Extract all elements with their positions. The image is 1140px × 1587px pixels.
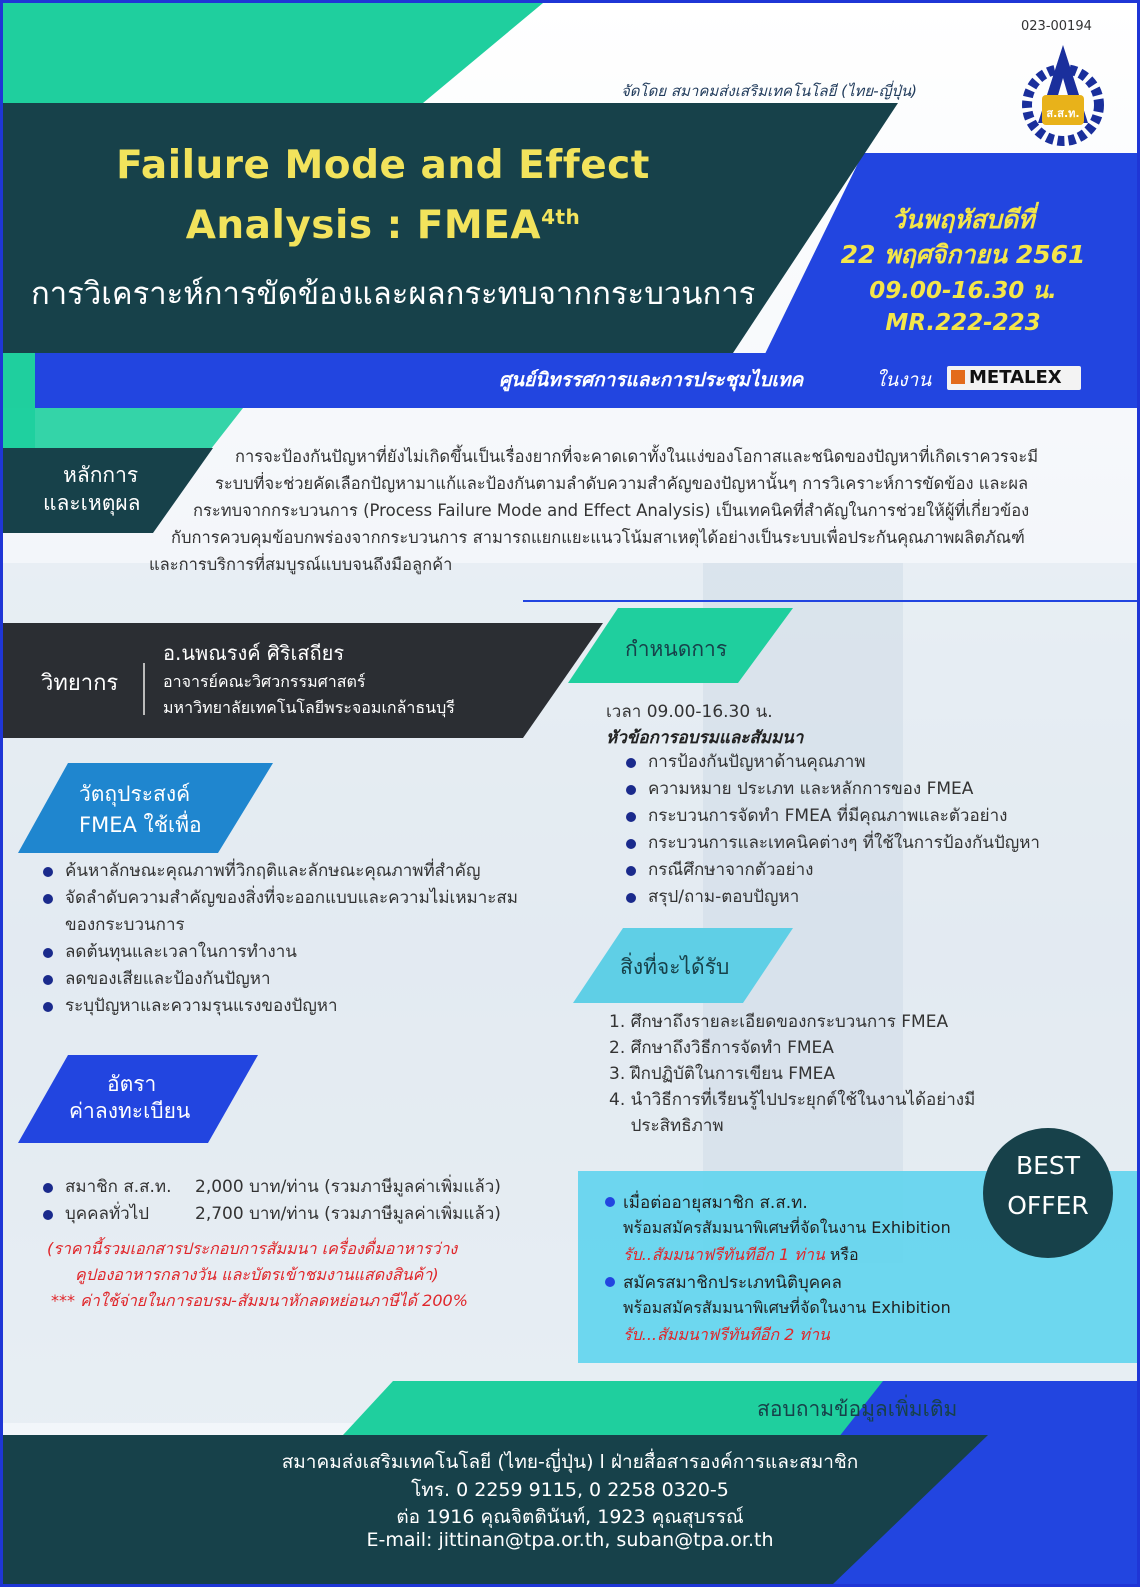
objective-text: ของกระบวนการ bbox=[65, 915, 185, 935]
objective-text: ระบุปัญหาและความรุนแรงของปัญหา bbox=[65, 996, 338, 1016]
metalex-mark-icon bbox=[951, 370, 965, 384]
top-teal-band bbox=[3, 3, 543, 103]
topic-item bbox=[618, 830, 1040, 857]
topic-item bbox=[618, 776, 1040, 803]
contact-email[interactable]: E-mail: jittinan@tpa.or.th, suban@tpa.or.th bbox=[366, 1529, 774, 1551]
bullet-icon bbox=[43, 975, 53, 985]
bullet-icon bbox=[43, 1002, 53, 1012]
fee-row bbox=[35, 1174, 501, 1201]
fees-note-3: *** ค่าใช้จ่ายในการอบรม-สัมมนาหักลดหย่อนภาษีได้ 200% bbox=[51, 1291, 468, 1310]
offer-2-line-1: สมัครสมาชิกประเภทนิติบุคคล bbox=[623, 1273, 842, 1293]
speaker-title-1: อาจารย์คณะวิศวกรรมศาสตร์ bbox=[163, 672, 366, 691]
benefit-item: 2. ศึกษาถึงวิธีการจัดทำ FMEA bbox=[609, 1038, 834, 1058]
benefits-heading: สิ่งที่จะได้รับ bbox=[620, 955, 730, 979]
bullet-icon bbox=[43, 1183, 53, 1193]
bullet-icon bbox=[626, 785, 636, 795]
objective-text: จัดลำดับความสำคัญของสิ่งที่จะออกแบบและความไม่เหมาะสม bbox=[65, 888, 519, 908]
bullet-icon bbox=[605, 1277, 615, 1287]
topics-heading: หัวข้อการอบรมและสัมมนา bbox=[606, 728, 804, 748]
topic-item bbox=[618, 884, 1040, 911]
event-room: MR.222-223 bbox=[885, 310, 1041, 336]
objectives-heading-1: วัตถุประสงค์ bbox=[79, 782, 191, 806]
rationale-heading-2: และเหตุผล bbox=[43, 491, 141, 515]
bullet-icon bbox=[626, 893, 636, 903]
contact-line-1: สมาคมส่งเสริมเทคโนโลยี (ไทย-ญี่ปุ่น) l ฝ่ายสื่อสารองค์การและสมาชิก bbox=[281, 1451, 859, 1473]
speaker-divider bbox=[143, 663, 145, 715]
venue-name: ศูนย์นิทรรศการและการประชุมไบเทค bbox=[499, 369, 804, 391]
fees-note-2: คูปองอาหารกลางวัน และบัตรเข้าชมงานแสดงสินค้า) bbox=[75, 1265, 439, 1284]
contact-heading: สอบถามข้อมูลเพิ่มเติม bbox=[757, 1397, 958, 1421]
title-fmea: Analysis : FMEA bbox=[185, 203, 542, 248]
topic-item bbox=[618, 803, 1040, 830]
bullet-icon bbox=[626, 812, 636, 822]
bullet-icon bbox=[43, 1210, 53, 1220]
objective-item bbox=[35, 966, 518, 993]
title-line-1: Failure Mode and Effect bbox=[116, 143, 650, 188]
fee-price: 2,700 บาท/ท่าน (รวมภาษีมูลค่าเพิ่มแล้ว) bbox=[195, 1204, 501, 1224]
offer-1-line-3 bbox=[623, 1243, 859, 1268]
offer-or: หรือ bbox=[829, 1245, 859, 1264]
objective-item bbox=[35, 885, 518, 912]
badge-offer: OFFER bbox=[1007, 1191, 1089, 1220]
objective-item-cont bbox=[35, 912, 518, 939]
document-code: 023-00194 bbox=[1021, 19, 1092, 34]
badge-best: BEST bbox=[1015, 1151, 1081, 1180]
topic-item bbox=[618, 857, 1040, 884]
rationale-line-3: กระทบจากกระบวนการ (Process Failure Mode and Effect Analysis) เป็นเทคนิคที่สำคัญในการช่วยให้ผู้ที่เกี่ยวข้อง bbox=[193, 501, 1030, 520]
title-line-2 bbox=[23, 203, 743, 248]
topic-text: สรุป/ถาม-ตอบปัญหา bbox=[648, 887, 800, 907]
rationale-line-4: กับการควบคุมข้อบกพร่องจากกระบวนการ สามารถแยกแยะแนวโน้มสาเหตุได้อย่างเป็นระบบเพื่อประกันคุณภาพผลิตภัณฑ์ bbox=[171, 528, 1025, 547]
offer-2-line-2: พร้อมสมัครสัมมนาพิเศษที่จัดในงาน Exhibition bbox=[623, 1298, 951, 1317]
benefit-item: ประสิทธิภาพ bbox=[609, 1116, 724, 1136]
objectives-list bbox=[35, 858, 518, 1020]
offer-1-line-1: เมื่อต่ออายุสมาชิก ส.ส.ท. bbox=[623, 1193, 808, 1213]
schedule-heading: กำหนดการ bbox=[625, 637, 728, 661]
topic-item bbox=[618, 749, 1040, 776]
topic-text: กระบวนการจัดทำ FMEA ที่มีคุณภาพและตัวอย่าง bbox=[648, 806, 1008, 826]
objectives-heading-2: FMEA ใช้เพื่อ bbox=[79, 813, 202, 837]
bullet-icon bbox=[626, 758, 636, 768]
fees-heading-2: ค่าลงทะเบียน bbox=[69, 1099, 191, 1123]
title-thai: การวิเคราะห์การขัดข้องและผลกระทบจากกระบวนการ bbox=[31, 276, 756, 312]
topic-text: ความหมาย ประเภท และหลักการของ FMEA bbox=[648, 779, 974, 799]
speaker-label: วิทยากร bbox=[41, 671, 119, 696]
logo-label: ส.ส.ท. bbox=[1046, 107, 1080, 120]
contact-ext: ต่อ 1916 คุณจิตตินันท์, 1923 คุณสุบรรณ์ bbox=[396, 1506, 744, 1528]
objective-text: ค้นหาลักษณะคุณภาพที่วิกฤติและลักษณะคุณภาพที่สำคัญ bbox=[65, 861, 481, 881]
benefits-list bbox=[609, 1009, 975, 1139]
objective-text: ลดต้นทุนและเวลาในการทำงาน bbox=[65, 942, 297, 962]
rationale-line-5: และการบริการที่สมบูรณ์แบบจนถึงมือลูกค้า bbox=[149, 555, 453, 574]
fees-heading-1: อัตรา bbox=[107, 1072, 157, 1096]
offer-1-line-2: พร้อมสมัครสัมมนาพิเศษที่จัดในงาน Exhibition bbox=[623, 1218, 951, 1237]
fees-list bbox=[35, 1174, 501, 1228]
topic-text: กรณีศึกษาจากตัวอย่าง bbox=[648, 860, 814, 880]
offer-1-free: รับ..สัมมนาฟรีทันทีอีก 1 ท่าน bbox=[623, 1245, 825, 1264]
speaker-name: อ.นพณรงค์ ศิริเสถียร bbox=[163, 641, 345, 665]
bullet-icon bbox=[43, 867, 53, 877]
objective-item bbox=[35, 993, 518, 1020]
offer-2-free: รับ...สัมมนาฟรีทันทีอีก 2 ท่าน bbox=[623, 1325, 830, 1344]
fee-type: บุคคลทั่วไป bbox=[65, 1204, 150, 1224]
speaker-title-2: มหาวิทยาลัยเทคโนโลยีพระจอมเกล้าธนบุรี bbox=[163, 698, 455, 717]
organizer-text: จัดโดย สมาคมส่งเสริมเทคโนโลยี (ไทย-ญี่ปุ่น) bbox=[621, 82, 918, 100]
topics-list bbox=[618, 749, 1040, 911]
tpa-logo-icon bbox=[1018, 43, 1108, 153]
schedule-time: เวลา 09.00-16.30 น. bbox=[606, 702, 773, 722]
objective-item bbox=[35, 858, 518, 885]
bullet-icon bbox=[605, 1197, 615, 1207]
event-time: 09.00-16.30 น. bbox=[869, 278, 1057, 304]
contact-phone: โทร. 0 2259 9115, 0 2258 0320-5 bbox=[411, 1479, 729, 1501]
bullet-icon bbox=[626, 866, 636, 876]
metalex-logo bbox=[947, 366, 1081, 390]
topic-text: กระบวนการและเทคนิคต่างๆ ที่ใช้ในการป้องกันปัญหา bbox=[648, 833, 1040, 853]
fee-price: 2,000 บาท/ท่าน (รวมภาษีมูลค่าเพิ่มแล้ว) bbox=[195, 1177, 501, 1197]
bullet-icon bbox=[626, 839, 636, 849]
event-day: วันพฤหัสบดีที่ bbox=[891, 205, 1035, 234]
benefit-item: 3. ฝึกปฏิบัติในการเขียน FMEA bbox=[609, 1064, 836, 1084]
title-edition: 4th bbox=[541, 205, 581, 229]
objective-item bbox=[35, 939, 518, 966]
venue-in-event: ในงาน bbox=[876, 369, 932, 391]
topic-text: การป้องกันปัญหาด้านคุณภาพ bbox=[648, 752, 866, 772]
rationale-heading-1: หลักการ bbox=[63, 463, 139, 487]
objective-text: ลดของเสียและป้องกันปัญหา bbox=[65, 969, 271, 989]
benefit-item: 1. ศึกษาถึงรายละเอียดของกระบวนการ FMEA bbox=[609, 1012, 949, 1032]
rationale-line-1: การจะป้องกันปัญหาที่ยังไม่เกิดขึ้นเป็นเรื่องยากที่จะคาดเดาทั้งในแง่ของโอกาสและชนิดของปัญหาที่เกิดเราควรจะมี bbox=[235, 447, 1039, 466]
benefit-item: 4. นำวิธีการที่เรียนรู้ไปประยุกต์ใช้ในงานได้อย่างมี bbox=[609, 1090, 976, 1110]
fees-note-1: (ราคานี้รวมเอกสารประกอบการสัมมนา เครื่องดื่มอาหารว่าง bbox=[47, 1239, 458, 1258]
event-date: 22 พฤศจิกายน 2561 bbox=[840, 240, 1086, 269]
fee-row bbox=[35, 1201, 501, 1228]
rationale-line-2: ระบบที่จะช่วยคัดเลือกปัญหามาแก้และป้องกันตามลำดับความสำคัญของปัญหานั้นๆ การวิเคราะห์การขัดข้อง และผล bbox=[215, 474, 1029, 493]
fee-type: สมาชิก ส.ส.ท. bbox=[65, 1177, 172, 1197]
bullet-icon bbox=[43, 894, 53, 904]
metalex-text: METALEX bbox=[969, 367, 1062, 388]
bullet-icon bbox=[43, 948, 53, 958]
